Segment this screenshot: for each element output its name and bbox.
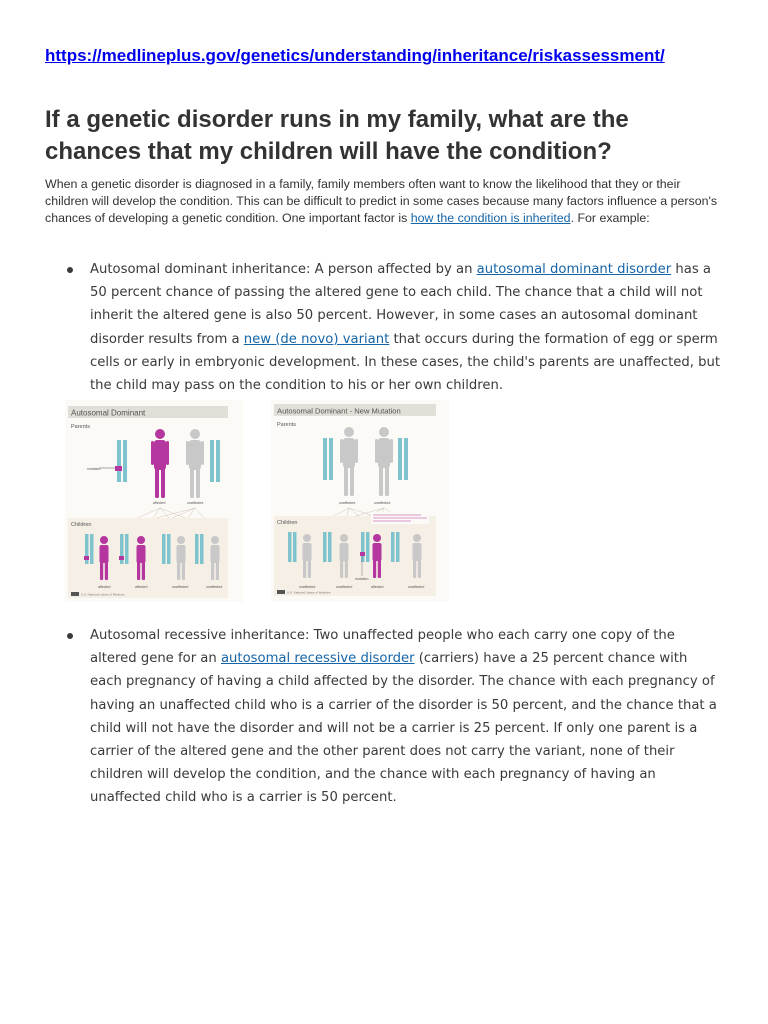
- intro-paragraph: [45, 176, 727, 226]
- svg-text:unaffected: unaffected: [374, 501, 391, 505]
- svg-text:unaffected: unaffected: [299, 585, 316, 589]
- list-item-autosomal-recessive: [90, 624, 723, 810]
- autosomal-dominant-new-mutation-diagram: [271, 400, 449, 602]
- svg-text:affected: affected: [135, 585, 148, 589]
- autosomal-recessive-disorder-link[interactable]: autosomal recessive disorder: [220, 651, 415, 667]
- figure-title: Autosomal Dominant: [71, 408, 146, 418]
- bullet-text: (carriers) have a 25 percent chance with each pregnancy of having a child affected by the disorder. The chance with each pregnancy of having an unaffected child who is a carrier of the disorder is 50 percent, and the chance that a child will not have the disorder and will not be a carrier is 25 percent. If only one parent is a carrier of the altered gene and the other parent does not carry the variant, none of their children will develop the condition, and the chance with each pregnancy of having an unaffected child who is a carrier is 50 percent.: [90, 651, 717, 806]
- bullet-text: that occurs during the formation of egg or sperm cells or early in embryonic development. In these cases, the child's parents are unaffected, but the child may pass on the condition to his or her own children.: [90, 331, 721, 394]
- bullet-dot: [67, 267, 73, 273]
- svg-text:unaffected: unaffected: [172, 585, 189, 589]
- parents-label: Parents: [277, 422, 296, 428]
- svg-text:affected: affected: [153, 501, 166, 505]
- de-novo-variant-link[interactable]: new (de novo) variant: [243, 331, 390, 347]
- figure-footer: U.S. National Library of Medicine: [81, 592, 125, 597]
- autosomal-dominant-diagram: [65, 400, 243, 602]
- svg-text:affected: affected: [371, 585, 384, 589]
- svg-text:unaffected: unaffected: [339, 501, 356, 505]
- list-item-autosomal-dominant: [90, 258, 723, 397]
- svg-text:mutation: mutation: [355, 577, 369, 581]
- svg-text:unaffected: unaffected: [206, 585, 223, 589]
- autosomal-dominant-disorder-link[interactable]: autosomal dominant disorder: [476, 262, 672, 277]
- children-label: Children: [71, 522, 92, 528]
- parents-label: Parents: [71, 424, 90, 430]
- svg-text:unaffected: unaffected: [408, 585, 425, 589]
- figure-footer: U.S. National Library of Medicine: [287, 590, 331, 595]
- bullet-text: Autosomal dominant inheritance: A person affected by an: [90, 262, 477, 277]
- bullet-text: Autosomal recessive inheritance: Two unaffected people who each carry one copy of the altered gene for an: [90, 628, 675, 667]
- figure-title: Autosomal Dominant - New Mutation: [277, 406, 401, 416]
- svg-text:unaffected: unaffected: [187, 501, 204, 505]
- svg-text:unaffected: unaffected: [336, 585, 353, 589]
- children-label: Children: [277, 520, 298, 526]
- bullet-dot: [67, 633, 73, 639]
- page-title: If a genetic disorder runs in my family, what are the chances that my children will have the condition?: [45, 106, 629, 165]
- bullet-text: has a 50 percent chance of passing the altered gene to each child. The chance that a child will not inherit the altered gene is also 50 percent. However, in some cases an autosomal dominant disorder results from a: [90, 262, 711, 347]
- svg-text:affected: affected: [98, 585, 111, 589]
- inheritance-link[interactable]: how the condition is inherited: [410, 210, 571, 225]
- svg-text:mutation: mutation: [87, 467, 101, 471]
- intro-text-1: When a genetic disorder is diagnosed in a family, family members often want to know the likelihood that they or their children will develop the condition. This can be difficult to predict in some cases because many factors influence a person's chances of developing a genetic condition. One important factor is: [45, 177, 718, 225]
- source-url-link[interactable]: https://medlineplus.gov/genetics/understanding/inheritance/riskassessment/: [45, 46, 665, 65]
- intro-text-2: . For example:: [570, 210, 650, 225]
